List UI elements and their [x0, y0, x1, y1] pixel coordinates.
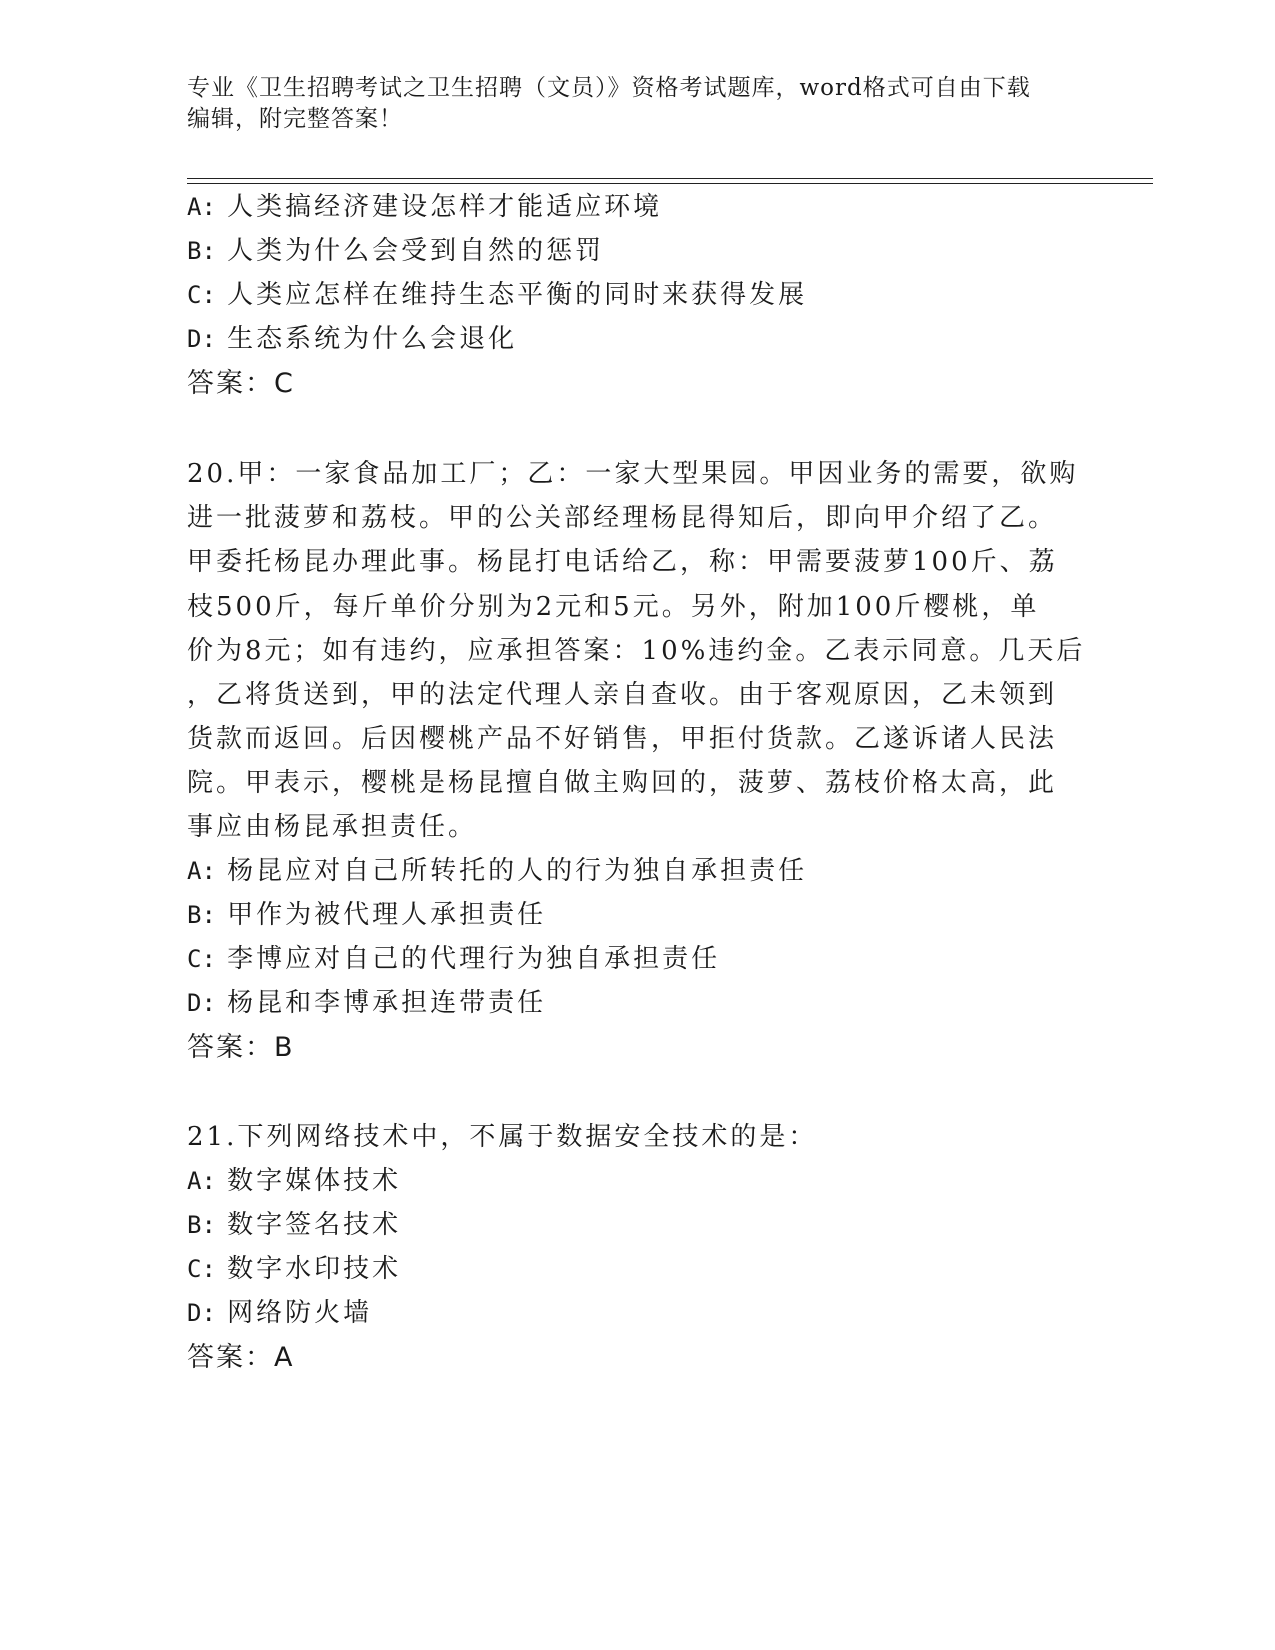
- option-letter: C:: [187, 1255, 216, 1283]
- option-text: 甲作为被代理人承担责任: [227, 900, 547, 930]
- option-letter: A:: [187, 1167, 216, 1195]
- q21-option-a: [187, 1166, 401, 1196]
- q19-option-d: [187, 324, 517, 354]
- option-letter: A:: [187, 857, 216, 885]
- q21-option-c: [187, 1254, 401, 1284]
- q21-option-d: [187, 1298, 372, 1328]
- q20-option-d: [187, 988, 546, 1018]
- option-text: 杨昆应对自己所转托的人的行为独自承担责任: [227, 856, 808, 886]
- q20-stem-line: 甲委托杨昆办理此事。杨昆打电话给乙，称：甲需要菠萝100斤、荔: [187, 547, 1058, 577]
- option-text: 人类应怎样在维持生态平衡的同时来获得发展: [227, 280, 808, 310]
- q19-option-c: [187, 280, 807, 310]
- option-text: 生态系统为什么会退化: [227, 324, 518, 354]
- q19-answer: 答案：C: [187, 368, 295, 399]
- q20-option-a: [187, 856, 807, 886]
- q20-stem-line: 院。甲表示，樱桃是杨昆擅自做主购回的，菠萝、荔枝价格太高，此: [187, 768, 1058, 798]
- option-letter: B:: [187, 901, 216, 929]
- option-letter: B:: [187, 237, 216, 265]
- document-header: [187, 73, 1067, 135]
- q20-stem-line: 价为8元；如有违约，应承担答案：10%违约金。乙表示同意。几天后: [187, 636, 1086, 666]
- option-text: 数字签名技术: [227, 1210, 402, 1240]
- header-divider-bottom: [187, 183, 1153, 184]
- header-divider-top: [187, 178, 1153, 179]
- q20-stem-line: 货款而返回。后因樱桃产品不好销售，甲拒付货款。乙遂诉诸人民法: [187, 724, 1058, 754]
- option-letter: D:: [187, 325, 216, 353]
- q21-answer: 答案：A: [187, 1342, 295, 1373]
- q20-stem-line: ，乙将货送到，甲的法定代理人亲自查收。由于客观原因，乙未领到: [187, 680, 1058, 710]
- option-letter: C:: [187, 945, 216, 973]
- option-text: 数字水印技术: [227, 1254, 402, 1284]
- q20-stem-line: 20.甲：一家食品加工厂；乙：一家大型果园。甲因业务的需要，欲购: [187, 459, 1079, 489]
- option-text: 人类为什么会受到自然的惩罚: [227, 236, 605, 266]
- q20-stem-line: 枝500斤，每斤单价分别为2元和5元。另外，附加100斤樱桃，单: [187, 592, 1040, 622]
- q19-option-a: [187, 192, 662, 222]
- option-text: 杨昆和李博承担连带责任: [227, 988, 547, 1018]
- option-letter: D:: [187, 989, 216, 1017]
- header-line-2: 编辑，附完整答案！: [187, 106, 403, 132]
- option-letter: B:: [187, 1211, 216, 1239]
- q20-option-c: [187, 944, 720, 974]
- option-text: 人类搞经济建设怎样才能适应环境: [227, 192, 663, 222]
- header-line-1: 专业《卫生招聘考试之卫生招聘（文员）》资格考试题库，word格式可自由下载: [187, 75, 1031, 101]
- q20-answer: 答案：B: [187, 1032, 295, 1063]
- q20-stem-line: 进一批菠萝和荔枝。甲的公关部经理杨昆得知后，即向甲介绍了乙。: [187, 503, 1058, 533]
- q19-option-b: [187, 236, 604, 266]
- q21-option-b: [187, 1210, 401, 1240]
- option-letter: C:: [187, 281, 216, 309]
- option-text: 网络防火墙: [227, 1298, 373, 1328]
- option-text: 数字媒体技术: [227, 1166, 402, 1196]
- option-text: 李博应对自己的代理行为独自承担责任: [227, 944, 721, 974]
- q20-option-b: [187, 900, 546, 930]
- option-letter: A:: [187, 193, 216, 221]
- q20-stem-line: 事应由杨昆承担责任。: [187, 812, 478, 842]
- q21-stem-line: 21.下列网络技术中，不属于数据安全技术的是：: [187, 1122, 818, 1152]
- option-letter: D:: [187, 1299, 216, 1327]
